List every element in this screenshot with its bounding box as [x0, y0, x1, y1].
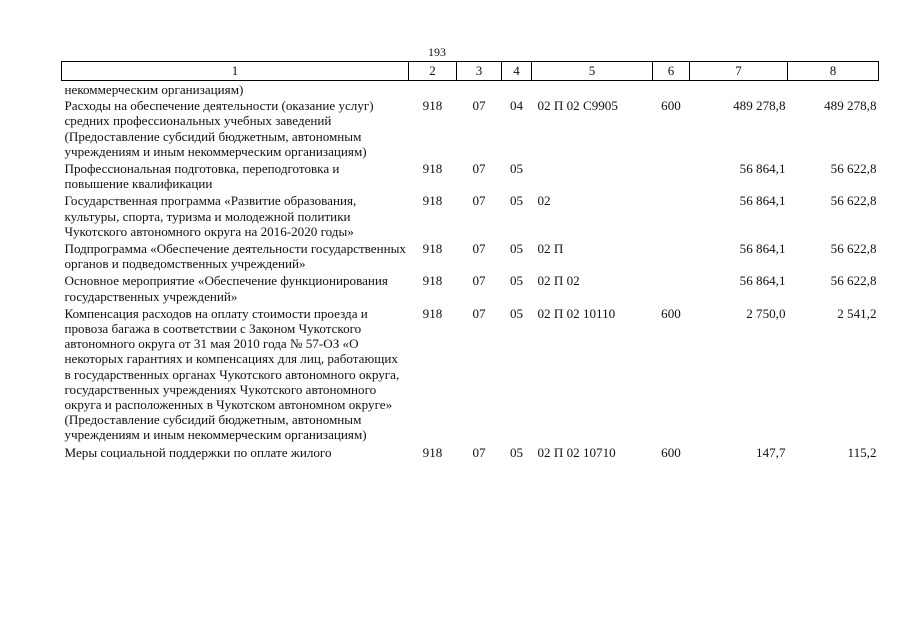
row-amount-year2: 56 622,8 — [830, 273, 877, 289]
row-amount-year2: 56 622,8 — [830, 161, 877, 177]
row-grbs: 918 — [422, 161, 443, 177]
row-section: 07 — [472, 98, 486, 114]
row-amount-year1: 56 864,1 — [739, 161, 786, 177]
row-section: 07 — [472, 444, 486, 460]
row-subsection: 05 — [509, 444, 524, 460]
row-description: Меры социальной поддержки по оплате жилого — [64, 444, 332, 460]
row-amount-year1: 56 864,1 — [739, 273, 786, 289]
column-header: 3 — [457, 62, 502, 81]
row-target-code: 02 П 02 — [537, 273, 580, 289]
table-row — [62, 193, 879, 241]
row-amount-year2: 56 622,8 — [830, 193, 877, 209]
table-row — [62, 161, 879, 193]
row-section: 07 — [472, 305, 486, 321]
column-header: 4 — [502, 62, 532, 81]
row-grbs: 918 — [422, 98, 443, 114]
row-target-code: 02 П — [537, 241, 564, 257]
row-description: Подпрограмма «Обеспечение деятельности государственных органов и подведомственных учреждений» — [64, 241, 406, 272]
row-expense-type: 600 — [661, 305, 681, 321]
row-grbs: 918 — [422, 444, 443, 460]
column-header: 8 — [788, 62, 879, 81]
row-grbs: 918 — [422, 193, 443, 209]
row-subsection: 05 — [509, 273, 524, 289]
table-row — [62, 98, 879, 161]
row-expense-type — [653, 241, 690, 273]
row-subsection: 05 — [509, 161, 524, 177]
column-header: 2 — [409, 62, 457, 81]
row-grbs: 918 — [422, 273, 443, 289]
row-expense-type — [653, 161, 690, 193]
row-expense-type — [653, 273, 690, 305]
row-target-code: 02 — [537, 193, 551, 209]
continuation-text: некоммерческим организациям) — [64, 82, 244, 97]
row-description: Профессиональная подготовка, переподготовка и повышение квалификации — [64, 161, 340, 192]
row-section: 07 — [472, 273, 486, 289]
row-amount-year2: 489 278,8 — [824, 98, 877, 114]
row-description: Государственная программа «Развитие образования, культуры, спорта, туризма и молодежной политики Чукотского автономного округа на 2016-2020 годы» — [64, 193, 357, 239]
row-description: Расходы на обеспечение деятельности (оказание услуг) средних профессиональных учебных заведений (Предоставление субсидий бюджетным, автономным учреждениям и иным некоммерческим организациям) — [64, 98, 374, 159]
row-target-code: 02 П 02 10710 — [537, 444, 616, 460]
row-grbs: 918 — [422, 305, 443, 321]
row-section: 07 — [472, 193, 486, 209]
column-header: 1 — [62, 62, 409, 81]
row-section: 07 — [472, 161, 486, 177]
budget-table — [61, 61, 879, 462]
column-header: 7 — [690, 62, 788, 81]
table-row — [62, 273, 879, 305]
row-expense-type: 600 — [661, 444, 681, 460]
row-amount-year2: 115,2 — [847, 444, 877, 460]
row-description: Основное мероприятие «Обеспечение функционирования государственных учреждений» — [64, 273, 388, 304]
row-subsection: 05 — [509, 193, 524, 209]
row-expense-type — [653, 193, 690, 241]
column-header: 5 — [532, 62, 653, 81]
row-amount-year1: 56 864,1 — [739, 241, 786, 257]
row-amount-year1: 2 750,0 — [746, 305, 786, 321]
row-subsection: 05 — [509, 241, 524, 257]
row-expense-type: 600 — [661, 98, 681, 114]
row-amount-year2: 56 622,8 — [830, 241, 877, 257]
row-grbs: 918 — [422, 241, 443, 257]
row-amount-year1: 56 864,1 — [739, 193, 786, 209]
row-amount-year2: 2 541,2 — [837, 305, 877, 321]
row-description: Компенсация расходов на оплату стоимости проезда и провоза багажа в соответствии с Законом Чукотского автономного округа от 31 мая 2010 года № 57-ОЗ «О некоторых гарантиях и компенсациях для лиц, работающих в государственных органах Чукотского автономного округа, государственных учреждениях Чукотского автономного округа и расположенных в Чукотском автономном округе» (Предоставление субсидий бюджетным, автономным учреждениям и иным некоммерческим организациям) — [64, 305, 400, 443]
table-row — [62, 306, 879, 445]
table-header-row — [62, 62, 879, 81]
table-row-continuation — [62, 81, 879, 99]
row-subsection: 04 — [509, 98, 524, 114]
page-number: 193 — [428, 45, 446, 59]
table-row — [62, 241, 879, 273]
row-amount-year1: 489 278,8 — [733, 98, 786, 114]
row-target-code: 02 П 02 10110 — [537, 305, 616, 321]
column-header: 6 — [653, 62, 690, 81]
row-target-code: 02 П 02 С9905 — [537, 98, 618, 114]
row-target-code — [532, 161, 653, 193]
row-amount-year1: 147,7 — [756, 444, 786, 460]
table-row — [62, 445, 879, 462]
row-subsection: 05 — [509, 305, 524, 321]
row-section: 07 — [472, 241, 486, 257]
